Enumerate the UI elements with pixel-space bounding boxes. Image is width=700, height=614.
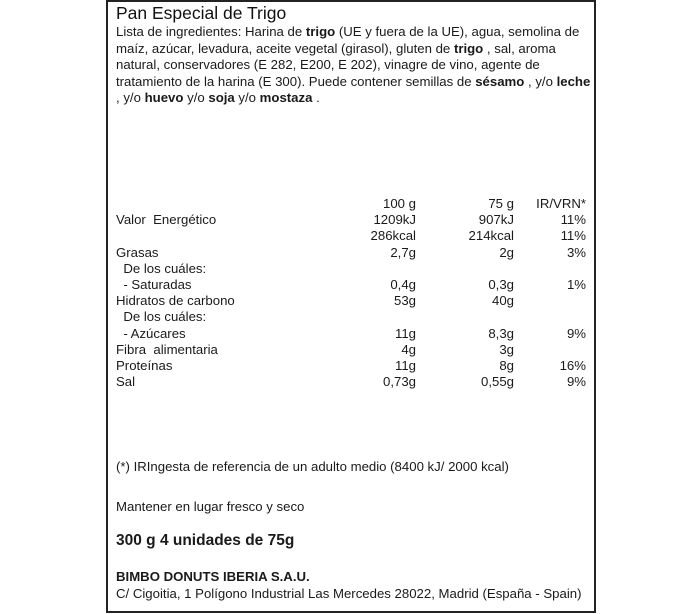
ir-vrn: 16%: [559, 357, 586, 373]
nutrition-row: [116, 374, 586, 390]
ingredient-text: y/o: [234, 90, 260, 106]
nutrition-row: [116, 245, 586, 261]
per-75g: 0,55g: [480, 374, 514, 390]
per-100g: 286kcal: [370, 228, 416, 244]
allergen: trigo: [305, 24, 336, 39]
ir-vrn: 9%: [566, 325, 586, 341]
nutrition-row: [116, 326, 586, 342]
allergen: trigo: [453, 40, 484, 56]
nutrition-row: [116, 261, 586, 277]
ingredients-list: [116, 24, 594, 107]
nutrition-row: [116, 277, 586, 293]
per-75g: 3g: [499, 341, 514, 357]
ingredient-text: , y/o: [116, 90, 145, 106]
reference-intake-note: (*) IRIngesta de referencia de un adulto medio (8400 kJ/ 2000 kcal): [116, 459, 509, 474]
storage-instructions: Mantener en lugar fresco y seco: [116, 499, 305, 514]
company-name: BIMBO DONUTS IBERIA S.A.U.: [116, 569, 310, 584]
net-weight: 300 g 4 unidades de 75g: [116, 532, 295, 549]
per-75g: 8,3g: [488, 325, 514, 341]
per-75g: 2g: [499, 244, 514, 260]
allergen: soja: [208, 90, 235, 106]
nutrition-row: [116, 212, 586, 228]
nutrient-name: De los cuáles:: [116, 260, 207, 276]
per-100g: 0,73g: [382, 374, 416, 390]
allergen: mostaza: [259, 90, 313, 106]
ir-vrn: 11%: [560, 212, 586, 228]
ingredient-text: Lista de ingredientes: Harina de: [116, 24, 306, 39]
product-title: Pan Especial de Trigo: [116, 3, 287, 23]
nutrition-row: [116, 358, 586, 374]
per-100g: 11g: [394, 357, 416, 373]
nutrient-name: Hidratos de carbono: [116, 293, 235, 309]
ingredient-text: , y/o: [524, 73, 557, 89]
ir-vrn: 11%: [560, 228, 586, 244]
per-75g: 8g: [499, 357, 514, 373]
allergen: huevo: [144, 90, 184, 106]
allergen: sésamo: [475, 73, 525, 89]
allergen: leche: [556, 73, 591, 89]
nutrient-name: Valor Energético: [116, 212, 217, 228]
per-75g: 907kJ: [478, 212, 514, 228]
ingredient-text: (UE y fuera de la UE), agua, semolina de maíz, azúcar, levadura, aceite vegetal (girasol), gluten de: [116, 24, 580, 56]
ir-vrn: 1%: [566, 276, 586, 292]
per-100g: 100 g: [382, 196, 416, 211]
per-75g: 214kcal: [468, 228, 514, 244]
nutrition-row: [116, 309, 586, 325]
nutrition-row: [116, 342, 586, 358]
nutrient-name: De los cuáles:: [116, 309, 207, 325]
per-75g: 0,3g: [488, 276, 514, 292]
per-100g: 2,7g: [390, 244, 416, 260]
nutrient-name: - Azúcares: [116, 325, 186, 341]
nutrition-header-row: [116, 196, 586, 212]
ir-vrn: 3%: [566, 244, 586, 260]
company-address: C/ Cigoitia, 1 Polígono Industrial Las Mercedes 28022, Madrid (España - Spain): [116, 586, 582, 601]
ir-vrn: 9%: [566, 374, 586, 390]
ingredient-text: , sal, aroma natural, conservadores (E 282, E200, E 202), vinagre de vino, agente de tratamiento de la harina (E 300). Puede contener semillas de: [116, 40, 556, 89]
nutrient-name: - Saturadas: [116, 276, 192, 292]
nutrition-label: [106, 0, 596, 613]
per-75g: 75 g: [488, 196, 514, 211]
nutrition-row: [116, 228, 586, 244]
ingredient-text: y/o: [183, 90, 209, 106]
per-100g: 53g: [393, 293, 416, 309]
nutrient-name: Grasas: [116, 244, 159, 260]
per-100g: 11g: [394, 325, 416, 341]
per-100g: 1209kJ: [373, 212, 416, 228]
per-100g: 0,4g: [390, 276, 416, 292]
ingredient-text: .: [312, 90, 320, 106]
nutrient-name: Fibra alimentaria: [116, 341, 218, 357]
per-75g: 40g: [491, 293, 514, 309]
nutrition-table: [116, 196, 586, 390]
nutrient-name: Sal: [116, 374, 136, 390]
ir-vrn: IR/VRN*: [536, 196, 586, 211]
per-100g: 4g: [401, 341, 416, 357]
nutrient-name: Proteínas: [116, 357, 173, 373]
nutrition-row: [116, 293, 586, 309]
